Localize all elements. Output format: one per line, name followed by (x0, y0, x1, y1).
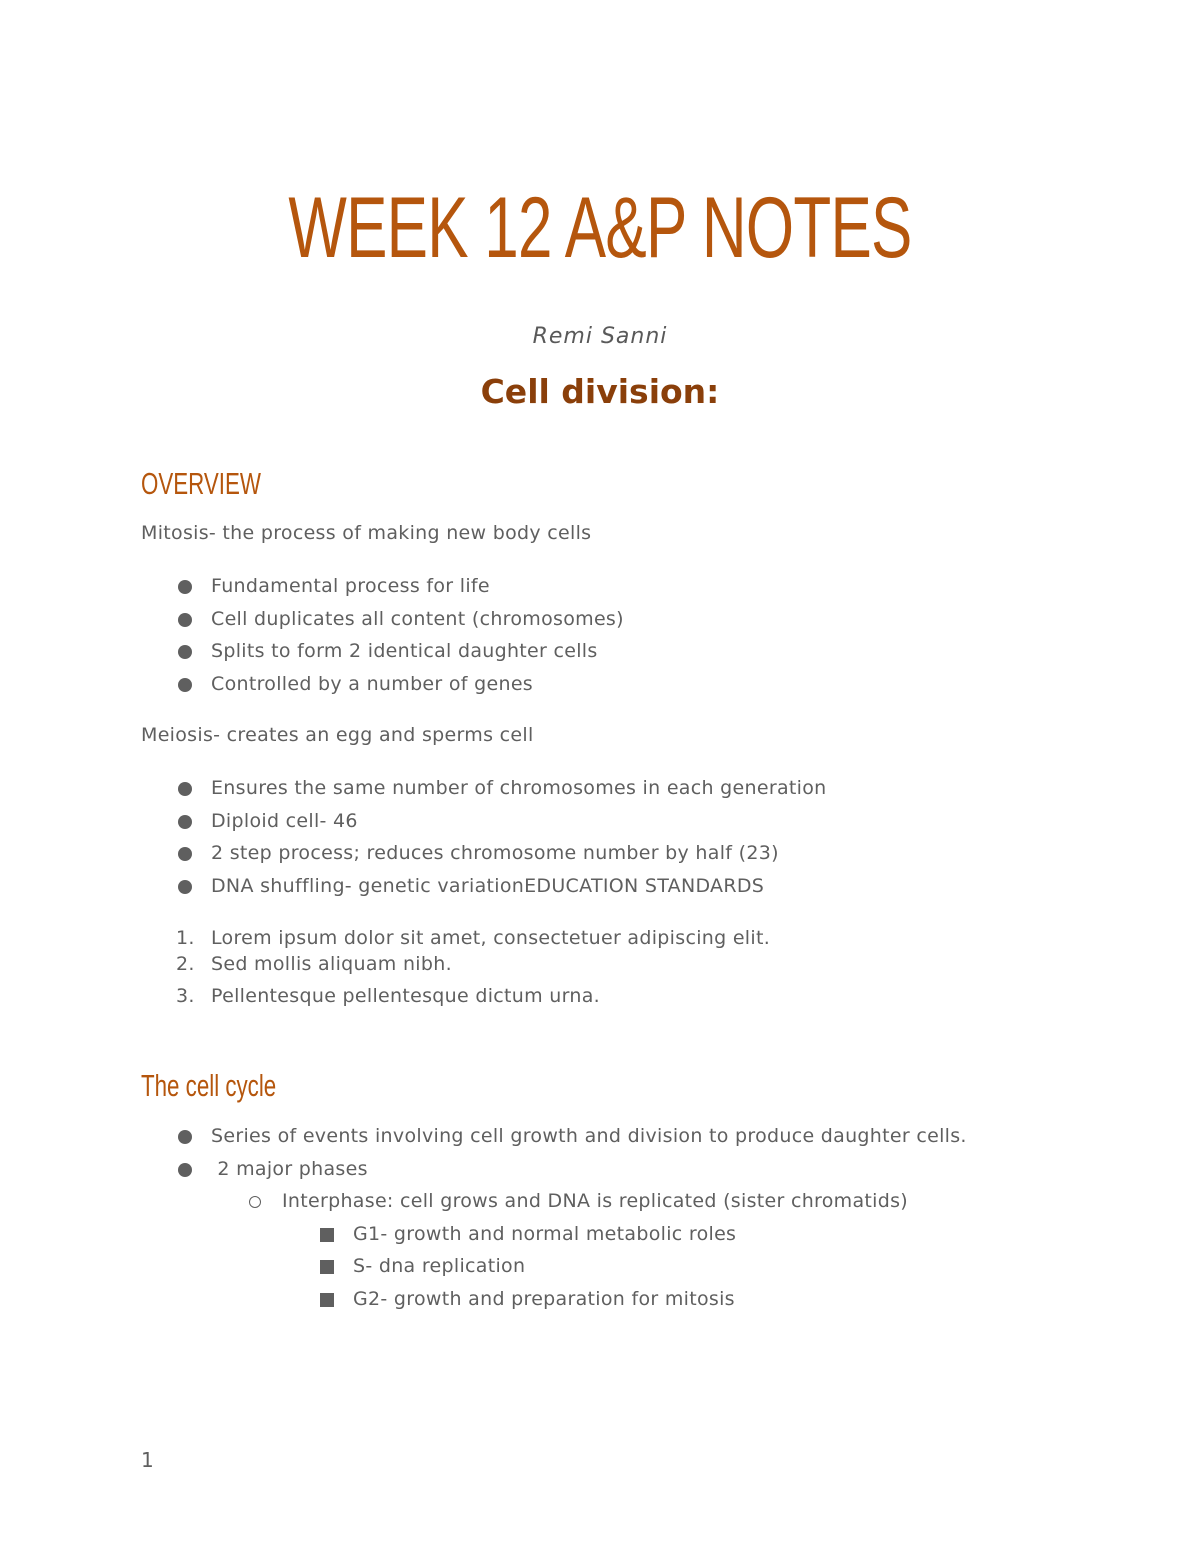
meiosis-intro: Meiosis- creates an egg and sperms cell (141, 724, 534, 746)
document-title: WEEK 12 A&P NOTES (288, 180, 912, 276)
square-bullet-icon (320, 1293, 334, 1307)
disc-bullet-icon (178, 613, 192, 627)
disc-bullet-icon (178, 782, 192, 796)
square-bullet-icon (320, 1260, 334, 1274)
document-page: WEEK 12 A&P NOTES Remi Sanni Cell division: OVERVIEW Mitosis- the process of making new body cells Fundamental process for life Cell duplicates all content (chromosomes) Splits to form 2 identical daughter cells Controlled by a number of genes Meiosis- creates an egg and sperms cell Ensures the same number of chromosomes in each generation Diploid cell- 46 2 step process; reduces chromosome number by half (23) DNA shuffling- genetic variationEDUCATION STANDARDS 1. Lorem ipsum dolor sit amet, consectetuer adipiscing elit. 2. Sed mollis aliquam nibh. 3. Pellentesque pellentesque dictum urna. The cell cycle Series of events involving cell growth and division to produce daughter cells. 2 major phases Interphase: cell grows and DNA is replicated (sister chromatids) G1- growth and normal metabolic roles S- dna replication G2- growth and preparation for mitosis 1 (0, 0, 1200, 1553)
main-heading: Cell division: (480, 372, 720, 411)
disc-bullet-icon (178, 645, 192, 659)
disc-bullet-icon (178, 678, 192, 692)
disc-bullet-icon (178, 847, 192, 861)
page-number: 1 (141, 1448, 154, 1472)
disc-bullet-icon (178, 1163, 192, 1177)
mitosis-intro: Mitosis- the process of making new body cells (141, 522, 592, 544)
square-bullet-icon (320, 1228, 334, 1242)
author-name: Remi Sanni (532, 324, 668, 349)
disc-bullet-icon (178, 580, 192, 594)
overview-heading: OVERVIEW (141, 466, 261, 501)
disc-bullet-icon (178, 1130, 192, 1144)
disc-bullet-icon (178, 880, 192, 894)
cell-cycle-heading: The cell cycle (141, 1068, 277, 1103)
disc-bullet-icon (178, 815, 192, 829)
circle-bullet-icon (249, 1196, 261, 1208)
